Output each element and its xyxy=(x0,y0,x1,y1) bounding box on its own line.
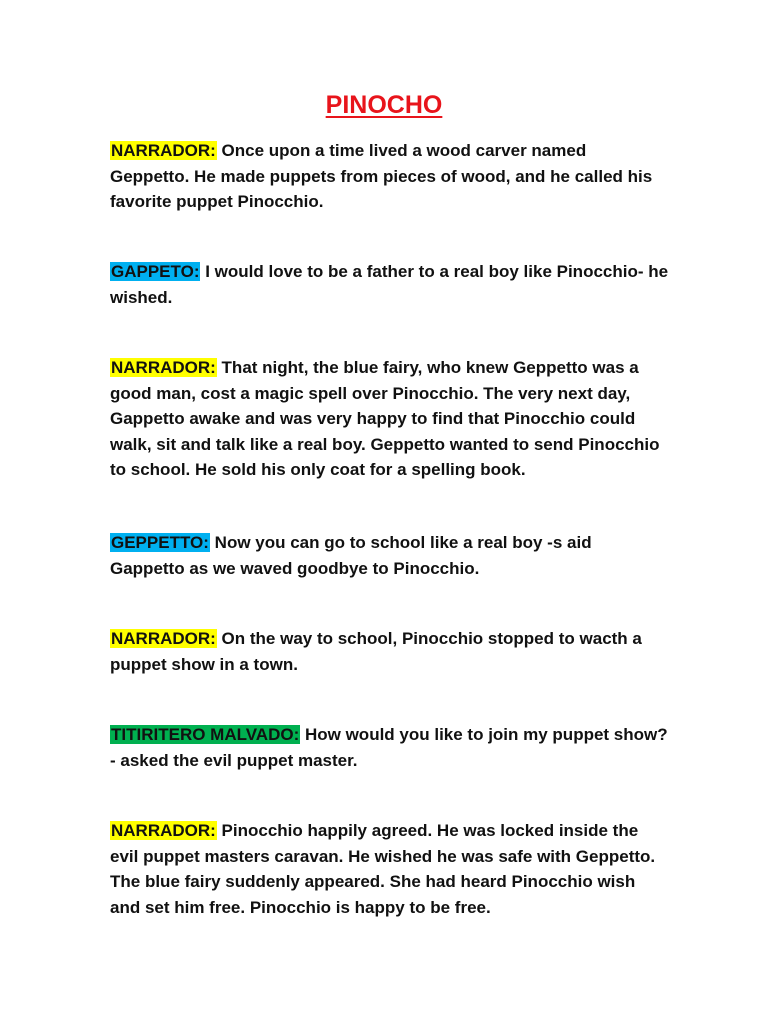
paragraph-text: That night, the blue fairy, who knew Geppetto was a good man, cost a magic spell over Pinocchio. The very next day, Gappetto awake and was very happy to find that Pinocchio could walk, sit and talk like a real boy. Geppetto wanted to send Pinocchio to school. He sold his only coat for a spelling book. xyxy=(110,358,660,480)
paragraph-text: I would love to be a father to a real boy like Pinocchio- he wished. xyxy=(110,262,669,307)
paragraph-titiritero xyxy=(110,722,670,773)
speaker-label-narrador: NARRADOR: xyxy=(111,358,216,377)
paragraph-text: Now you can go to school like a real boy -s aid Gappetto as we waved goodbye to Pinocchio. xyxy=(110,533,592,578)
paragraph-gappeto xyxy=(110,259,670,310)
speaker-label-narrador: NARRADOR: xyxy=(111,141,216,160)
speaker-label-narrador: NARRADOR: xyxy=(111,629,216,648)
speaker-label-titiritero: TITIRITERO MALVADO: xyxy=(111,725,300,744)
paragraph-geppetto xyxy=(110,530,670,581)
speaker-label-geppetto: GEPPETTO: xyxy=(111,533,209,552)
speaker-label-gappeto: GAPPETO: xyxy=(111,262,200,281)
paragraph-narrador-4 xyxy=(110,818,670,920)
paragraph-text: On the way to school, Pinocchio stopped to wacth a puppet show in a town. xyxy=(110,629,642,674)
page-title: PINOCHO xyxy=(325,91,443,119)
paragraph-text: How would you like to join my puppet show? - asked the evil puppet master. xyxy=(110,725,668,770)
paragraph-narrador-1 xyxy=(110,138,670,215)
paragraph-narrador-3 xyxy=(110,626,670,677)
paragraph-narrador-2 xyxy=(110,355,670,483)
paragraph-text: Once upon a time lived a wood carver named Geppetto. He made puppets from pieces of wood, and he called his favorite puppet Pinocchio. xyxy=(110,141,653,212)
speaker-label-narrador: NARRADOR: xyxy=(111,821,216,840)
paragraph-text: Pinocchio happily agreed. He was locked inside the evil puppet masters caravan. He wished he was safe with Geppetto. The blue fairy suddenly appeared. She had heard Pinocchio wish and set him free. Pinocchio is happy to be free. xyxy=(110,821,656,917)
